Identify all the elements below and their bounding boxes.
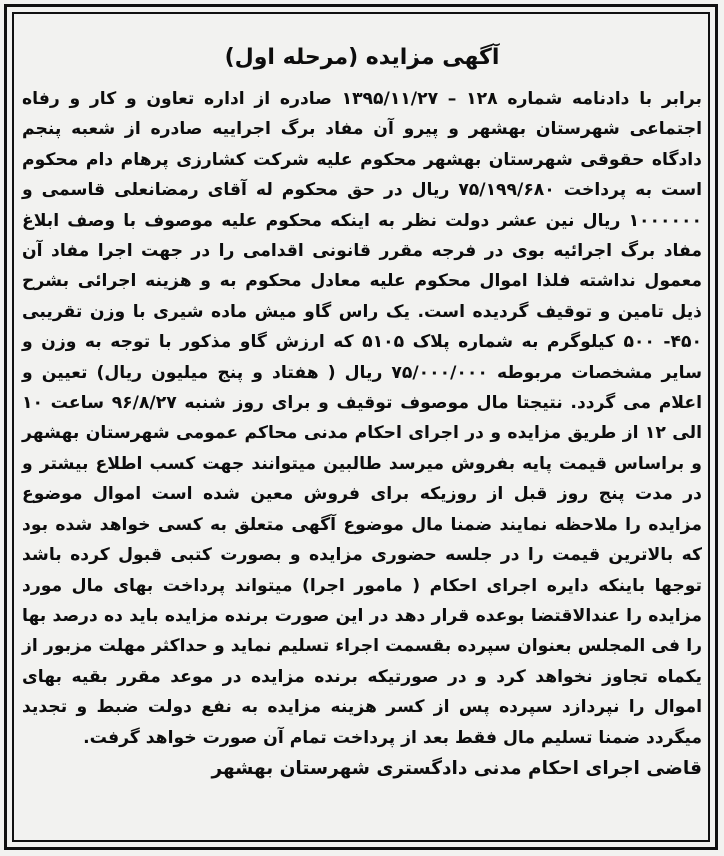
notice-signature: قاضی اجرای احکام مدنی دادگستری شهرستان بهشهر — [211, 757, 702, 779]
notice-body: برابر با دادنامه شماره ۱۲۸ – ۱۳۹۵/۱۱/۲۷ صادره از اداره تعاون و کار و رفاه اجتماعی شهرستان بهشهر و پیرو آن مفاد برگ اجراییه صادره از شعبه پنجم دادگاه حقوقی شهرستان بهشهر محکوم علیه شرکت کشارزی پرهام دام محکوم است به پرداخت ۷۵/۱۹۹/۶۸۰ ریال در حق محکوم له آقای رمضانعلی قاسمی و ۱۰۰۰۰۰۰ ریال نین عشر دولت نظر به اینکه محکوم علیه موصوف با وصف ابلاغ مفاد برگ اجرائیه بوی در فرجه مقرر قانونی اقدامی را در جهت اجرا مفاد آن معمول نداشته فلذا اموال محکوم علیه معادل محکوم به و هزینه اجرائی بشرح ذیل تامین و توقیف گردیده است. یک راس گاو میش ماده شیری با وزن تقریبی ۴۵۰- ۵۰۰ کیلوگرم به شماره پلاک ۵۱۰۵ که ارزش گاو مذکور با توجه به وزن و سایر مشخصات مربوطه ۷۵/۰۰۰/۰۰۰ ریال ( هفتاد و پنج میلیون ریال) تعیین و اعلام می گردد. نتیجتا مال موصوف توقیف و برای روز شنبه ۹۶/۸/۲۷ ساعت ۱۰ الی ۱۲ از طریق مزایده و در اجرای احکام مدنی محاکم عمومی شهرستان بهشهر و براساس قیمت پایه بفروش میرسد طالبین میتوانند جهت کسب اطلاع بیشتر و در مدت پنج روز قبل از روزیکه برای فروش معین شده است اموال موضوع مزایده را ملاحظه نمایند ضمنا مال موضوع آگهی متعلق به کسی خواهد شده بود که بالاترین قیمت را در جلسه حضوری مزایده و بصورت کتبی قبول کرده باشد توجها باینکه دایره اجرای احکام ( مامور اجرا) میتواند پرداخت بهای مال مورد مزایده را عندالاقتضا بوعده قرار دهد در این صورت برنده مزایده باید ده درصد بها را فی المجلس بعنوان سپرده بقسمت اجراء تسلیم نماید و حداکثر مهلت مزبور از یکماه تجاوز نخواهد کرد و در صورتیکه برنده مزایده در موعد مقرر بقیه بهای اموال را نپردازد سپرده پس از کسر هزینه مزایده به نفع دولت ضبط و تجدید میگردد ضمنا تسلیم مال فقط بعد از پرداخت تمام آن صورت خواهد گرفت. — [22, 89, 703, 748]
notice-title: آگهی مزایده (مرحله اول) — [224, 45, 500, 70]
auction-notice — [22, 40, 702, 785]
